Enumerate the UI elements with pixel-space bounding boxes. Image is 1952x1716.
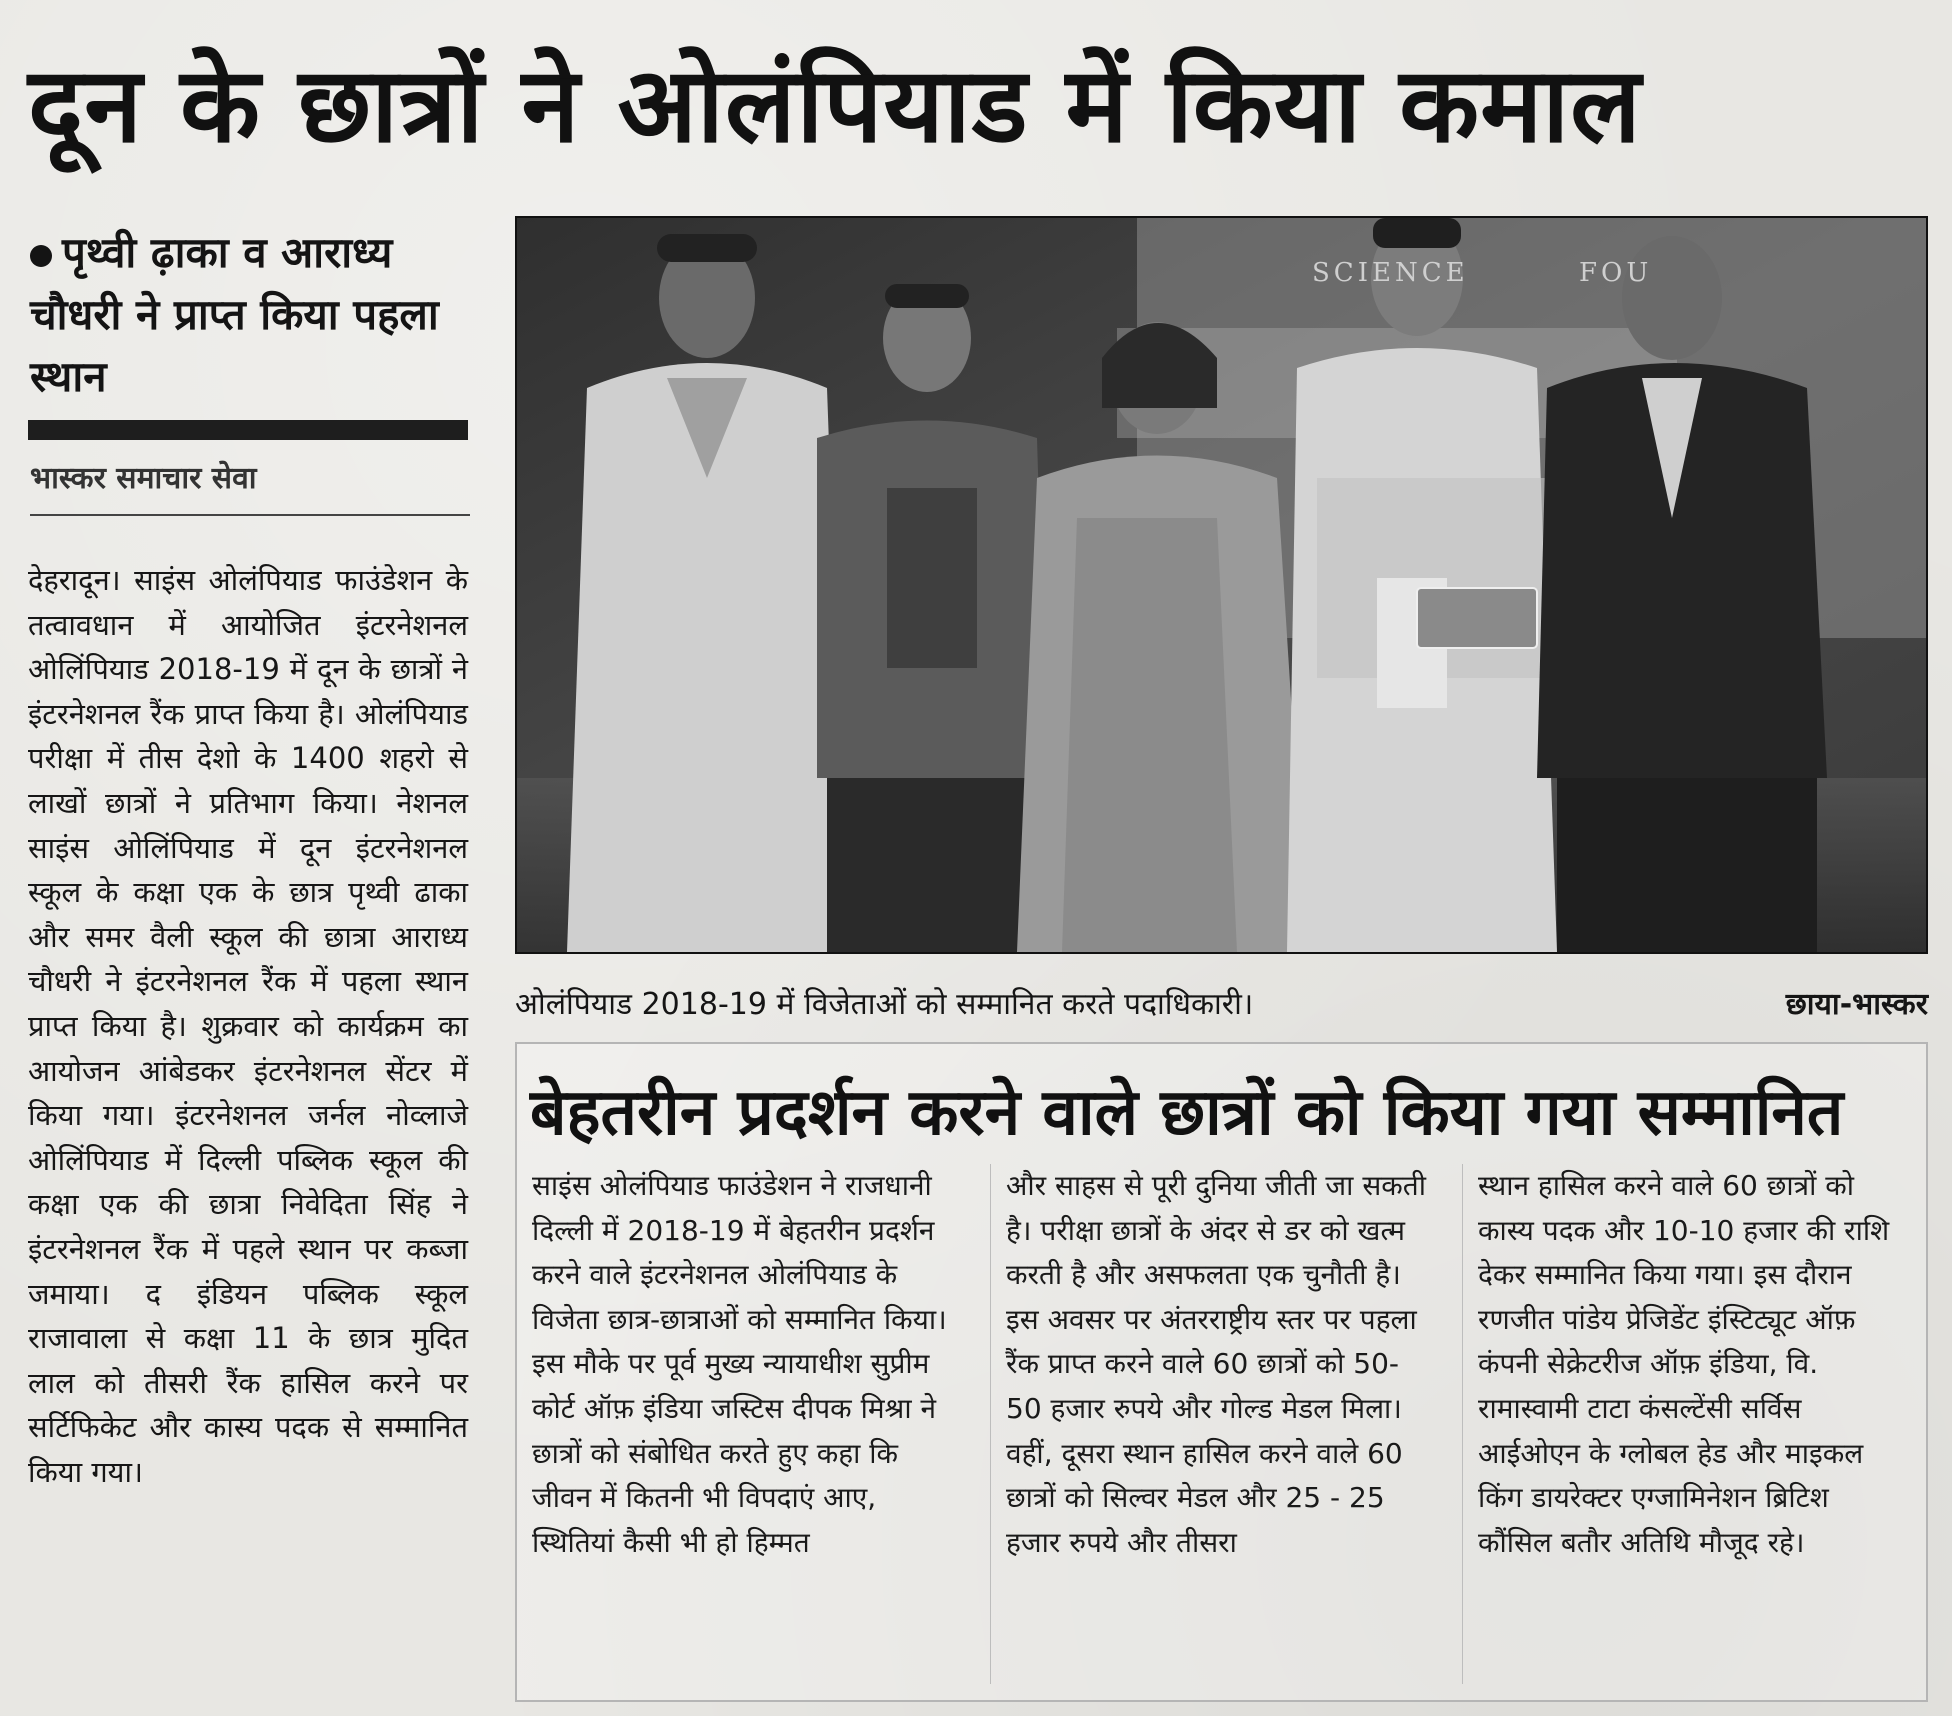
lead-article-text: देहरादून। साइंस ओलंपियाड फाउंडेशन के तत्वावधान में आयोजित इंटरनेशनल ओलिंपियाड 2018-19 में दून के छात्रों ने इंटरनेशनल रैंक प्राप्त किया है। ओलंपियाड परीक्षा में तीस देशो के 1400 शहरो से लाखों छात्रों ने प्रतिभाग किया। नेशनल साइंस ओलिंपियाड में दून इंटरनेशनल स्कूल के कक्षा एक के छात्र पृथ्वी ढाका और समर वैली स्कूल की छात्रा आराध्य चौधरी ने इंटरनेशनल रैंक में पहला स्थान प्राप्त किया है। शुक्रवार को कार्यक्रम का आयोजन आंबेडकर इंटरनेशनल सेंटर में किया गया। इंटरनेशनल जर्नल नोव्लाजे ओलिंपियाड में दिल्ली पब्लिक स्कूल की कक्षा एक की छात्रा निवेदिता सिंह ने इंटरनेशनल रैंक में पहले स्थान पर कब्जा जमाया। द इंडियन पब्लिक स्कूल राजावाला से कक्षा 11 के छात्र मुदित लाल को तीसरी रैंक हासिल करने पर सर्टिफिकेट और कास्य पदक से सम्मानित किया गया। xyxy=(28,563,468,1489)
news-photo xyxy=(515,216,1928,954)
column-divider xyxy=(990,1164,991,1684)
subdeck-text: पृथ्वी ढ़ाका व आराध्य चौधरी ने प्राप्त किया पहला स्थान xyxy=(30,228,439,401)
headline: दून के छात्रों ने ओलंपियाड में किया कमाल xyxy=(28,44,1642,166)
photo-credit: छाया-भास्कर xyxy=(1785,987,1928,1022)
photo-caption: ओलंपियाड 2018-19 में विजेताओं को सम्मानित करते पदाधिकारी। xyxy=(515,987,1254,1022)
photo-illustration xyxy=(517,218,1926,952)
byline: भास्कर समाचार सेवा xyxy=(30,456,470,516)
award-plaque xyxy=(1417,588,1537,648)
subdeck xyxy=(30,222,470,408)
story-column-1: साइंस ओलंपियाड फाउंडेशन ने राजधानी दिल्ली में 2018-19 में बेहतरीन प्रदर्शन करने वाले इंटरनेशनल ओलंपियाड के विजेता छात्र-छात्राओं को सम्मानित किया। इस मौके पर पूर्व मुख्य न्यायाधीश सुप्रीम कोर्ट ऑफ़ इंडिया जस्टिस दीपक मिश्रा ने छात्रों को संबोधित करते हुए कहा कि जीवन में कितनी भी विपदाएं आए, स्थितियां कैसी भी हो हिम्मत xyxy=(532,1169,947,1559)
column-divider xyxy=(1462,1164,1463,1684)
story-subhead: बेहतरीन प्रदर्शन करने वाले छात्रों को किया गया सम्मानित xyxy=(530,1076,1844,1150)
section-rule xyxy=(28,420,468,440)
bullet-icon xyxy=(30,245,52,267)
story-column-3: स्थान हासिल करने वाले 60 छात्रों को कास्य पदक और 10-10 हजार की राशि देकर सम्मानित किया गया। इस दौरान रणजीत पांडेय प्रेजिडेंट इंस्टिट्यूट ऑफ़ कंपनी सेक्रेटरीज ऑफ़ इंडिया, वि. रामास्वामी टाटा कंसल्टेंसी सर्विस आईओएन के ग्लोबल हेड और माइकल किंग डायरेक्टर एग्जामिनेशन ब्रिटिश कौंसिल बतौर अतिथि मौजूद रहे। xyxy=(1478,1169,1890,1559)
backdrop-text: SCIENCE FOU xyxy=(1312,258,1653,288)
story-column-2: और साहस से पूरी दुनिया जीती जा सकती है। परीक्षा छात्रों के अंदर से डर को खत्म करती है और असफलता एक चुनौती है। इस अवसर पर अंतरराष्ट्रीय स्तर पर पहला रैंक प्राप्त करने वाले 60 छात्रों को 50-50 हजार रुपये और गोल्ड मेडल मिला। वहीं, दूसरा स्थान हासिल करने वाले 60 छात्रों को सिल्वर मेडल और 25 - 25 हजार रुपये और तीसरा xyxy=(1006,1169,1426,1559)
